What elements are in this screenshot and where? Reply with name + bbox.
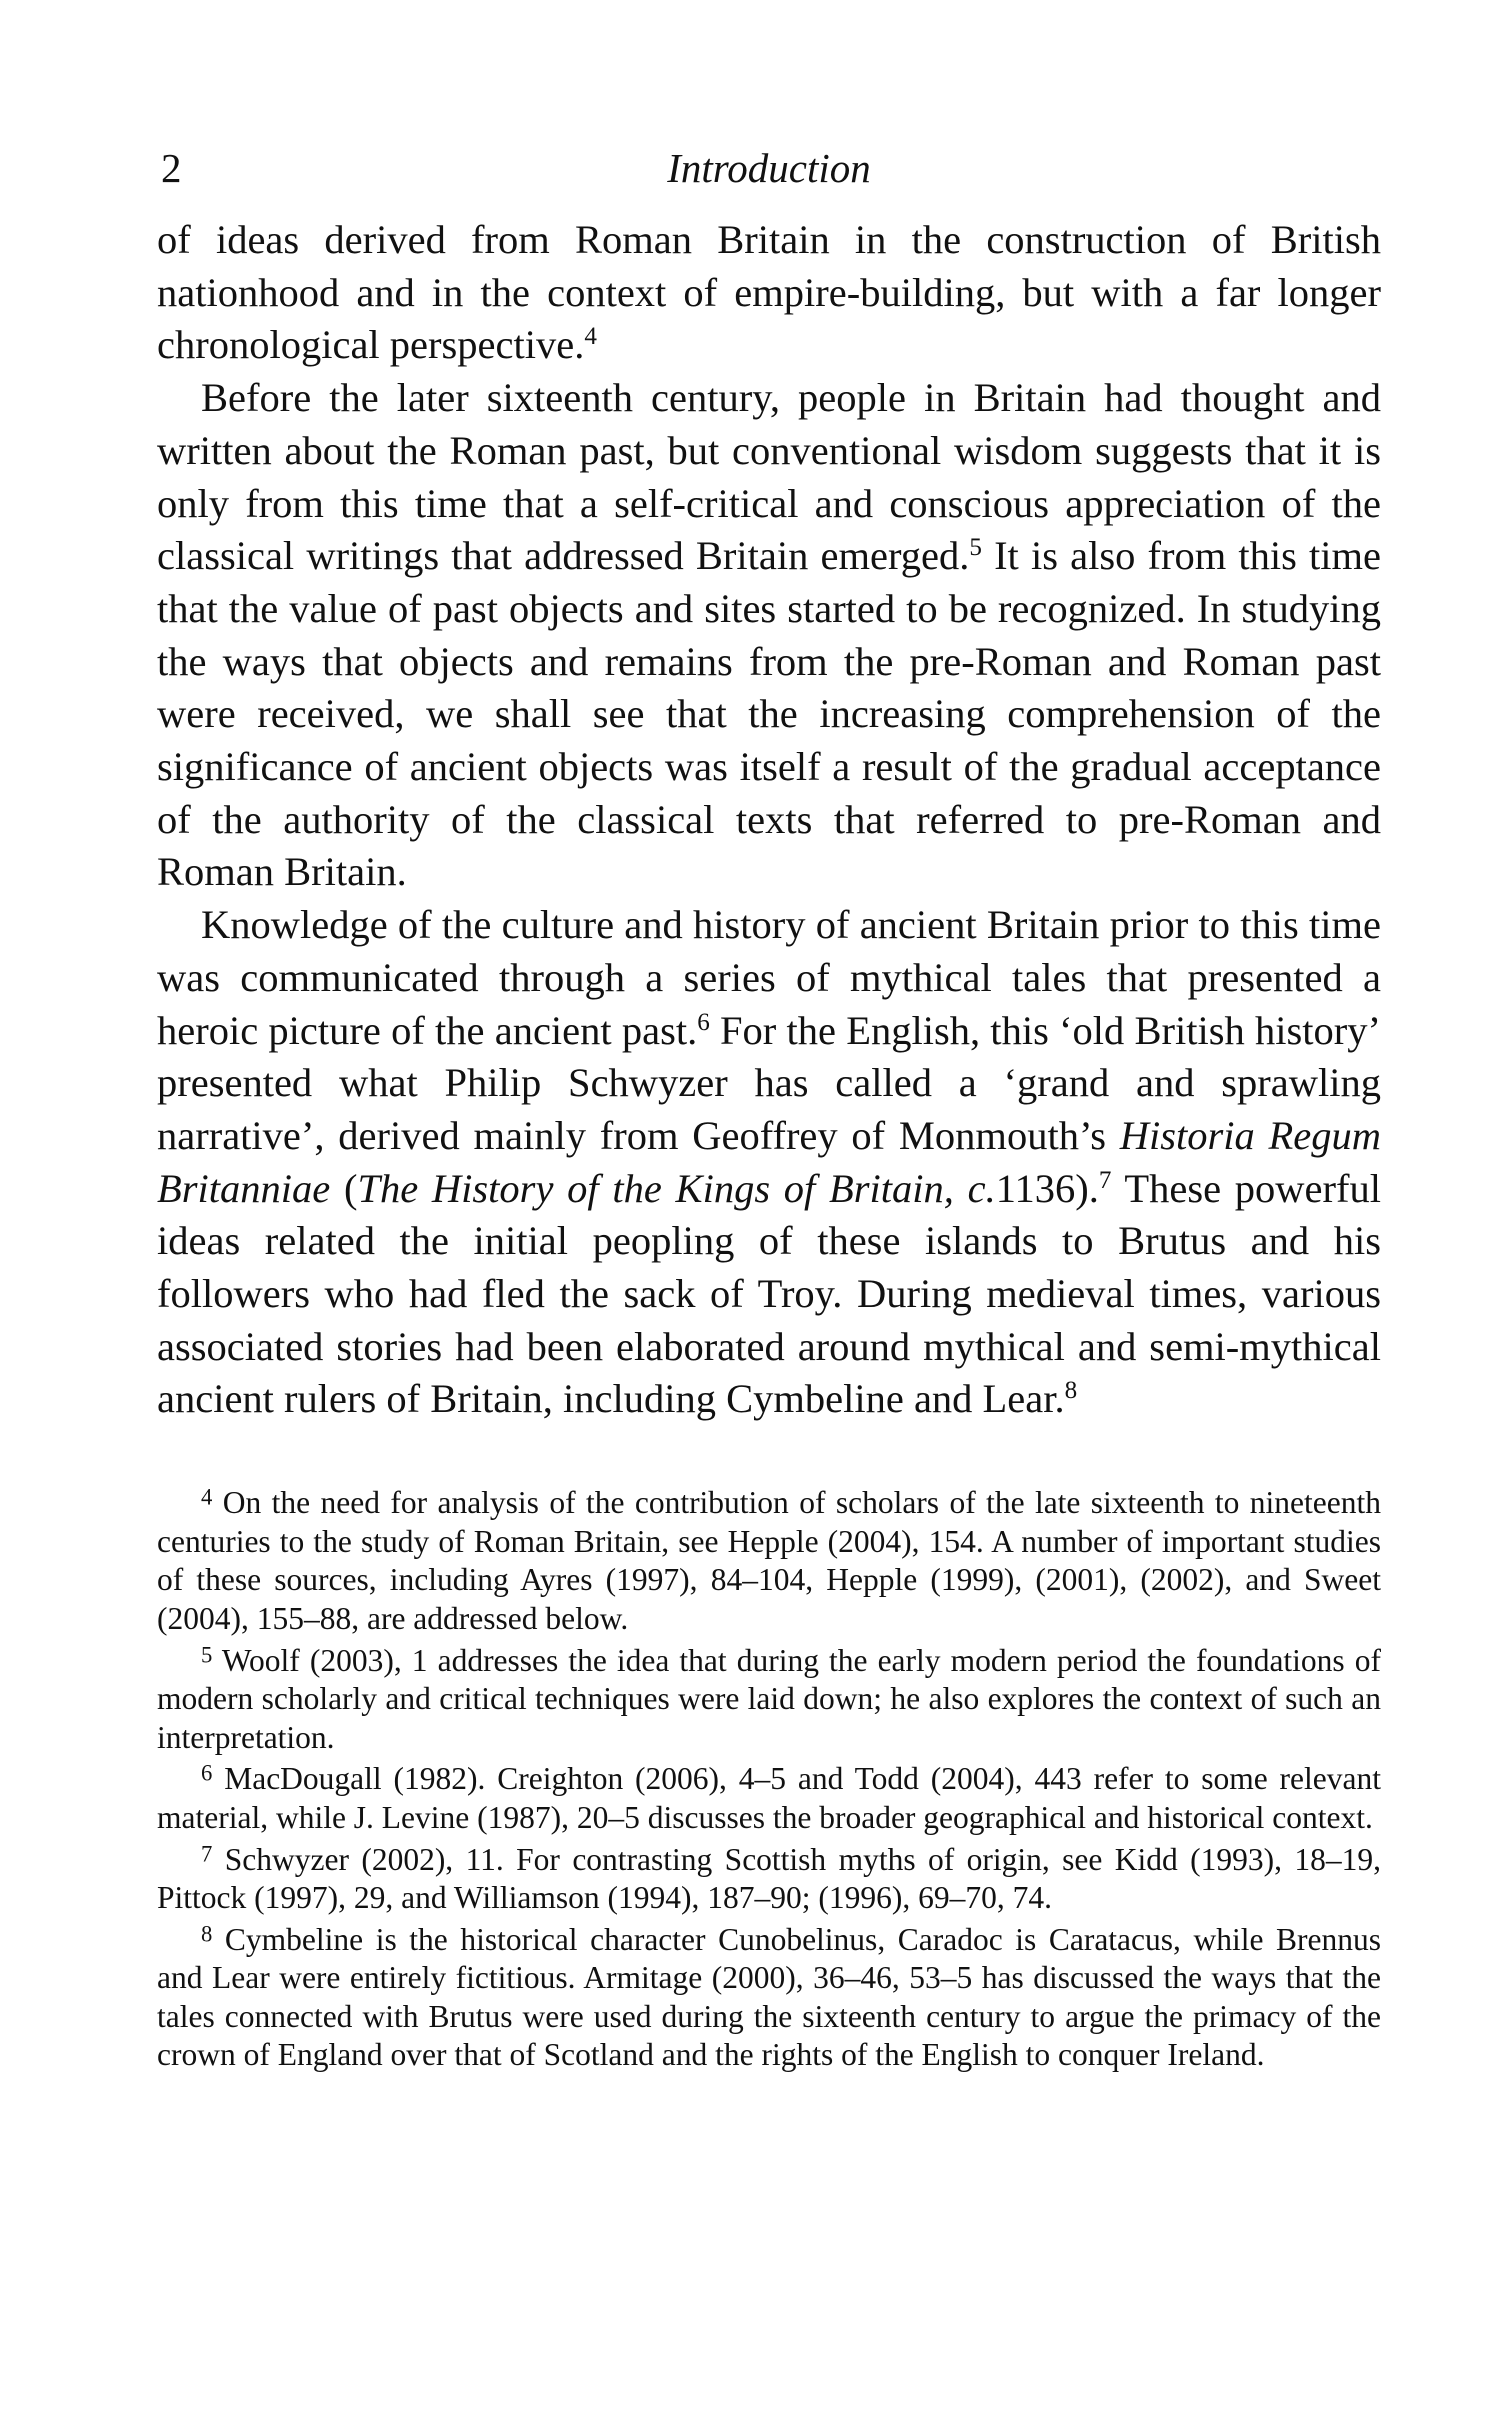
footnote (157, 1841, 1381, 1918)
page-number: 2 (161, 145, 182, 191)
footnote-text: On the need for analysis of the contribution of scholars of the late sixteenth to nineteenth centuries to the study of Roman Britain, see Hepple (2004), 154. A number of important studies of these sources, including Ayres (1997), 84–104, Hepple (1999), (2001), (2002), and Sweet (2004), 155–88, are addressed below. (157, 1485, 1381, 1636)
footnote-number: 5 (201, 1641, 213, 1667)
page-header (157, 136, 1381, 200)
note-ref-4: 4 (584, 323, 597, 351)
note-ref-6: 6 (697, 1008, 710, 1036)
footnote-text: Woolf (2003), 1 addresses the idea that during the early modern period the foundations of modern scholarly and critical techniques were laid down; he also explores the context of such an interpretation. (157, 1642, 1381, 1755)
footnote-text: Cymbeline is the historical character Cunobelinus, Caradoc is Caratacus, while Brennus and Lear were entirely fictitious. Armitage (2000), 36–46, 53–5 has discussed the ways that the tales connected with Brutus were used during the sixteenth century to argue the primacy of the crown of England over that of Scotland and the rights of the English to conquer Ireland. (157, 1921, 1382, 2073)
footnote (157, 1484, 1381, 1638)
footnote-number: 7 (201, 1840, 213, 1866)
footnote-text: MacDougall (1982). Creighton (2006), 4–5 and Todd (2004), 443 refer to some relevant material, while J. Levine (1987), 20–5 discusses the broader geographical and historical context. (157, 1761, 1381, 1835)
footnote-number: 8 (201, 1921, 213, 1947)
paragraph-3-text-d: 1136). (995, 1165, 1099, 1211)
footnote-number: 6 (201, 1760, 213, 1786)
main-text (157, 214, 1381, 1426)
footnote-text: Schwyzer (2002), 11. For contrasting Scottish myths of origin, see Kidd (1993), 18–19, Pittock (1997), 29, and Williamson (1994), 187–90; (1996), 69–70, 74. (157, 1841, 1381, 1916)
footnote (157, 1760, 1381, 1837)
note-ref-5: 5 (969, 534, 982, 562)
title-historia-regum: Historia Regum Britanniae (157, 1112, 1381, 1211)
running-head: Introduction (667, 145, 871, 191)
paragraph-3 (157, 899, 1381, 1426)
paragraph-1 (157, 214, 1381, 372)
paragraph-3-text-c: ( (330, 1165, 358, 1211)
footnote-number: 4 (201, 1484, 213, 1510)
footnote (157, 1642, 1381, 1758)
footnote (157, 1921, 1381, 2075)
paragraph-3-text-b: For the English, this ‘old British history’ presented what Philip Schwyzer has called a ‘grand and sprawling narrative’, derived mainly from Geoffrey of Monmouth’s (157, 1007, 1381, 1158)
paragraph-3-text-a: Knowledge of the culture and history of ancient Britain prior to this time was communicated through a series of mythical tales that presented a heroic picture of the ancient past. (157, 902, 1381, 1053)
note-ref-7: 7 (1098, 1166, 1112, 1194)
paragraph-3-text-e: These powerful ideas related the initial peopling of these islands to Brutus and his followers who had fled the sack of Troy. During medieval times, various associated stories had been elaborated around mythical and semi-mythical ancient rulers of Britain, including Cymbeline and Lear. (157, 1165, 1381, 1422)
paragraph-2 (157, 372, 1381, 899)
title-history-of-kings: The History of the Kings of Britain, c. (357, 1165, 996, 1211)
note-ref-8: 8 (1064, 1377, 1078, 1405)
book-page (157, 136, 1381, 2078)
paragraph-2-text-a: Before the later sixteenth century, people in Britain had thought and written about the Roman past, but conventional wisdom suggests that it is only from this time that a self-critical and conscious appreciation of the classical writings that addressed Britain emerged. (157, 375, 1381, 579)
paragraph-1-text: of ideas derived from Roman Britain in the construction of British nationhood and in the context of empire-building, but with a far longer chronological perspective. (157, 217, 1381, 368)
paragraph-2-text-b: It is also from this time that the value of past objects and sites started to be recognized. In studying the ways that objects and remains from the pre-Roman and Roman past were received, we shall see that the increasing comprehension of the significance of ancient objects was itself a result of the gradual acceptance of the authority of the classical texts that referred to pre-Roman and Roman Britain. (157, 533, 1381, 895)
footnotes (157, 1484, 1381, 2075)
